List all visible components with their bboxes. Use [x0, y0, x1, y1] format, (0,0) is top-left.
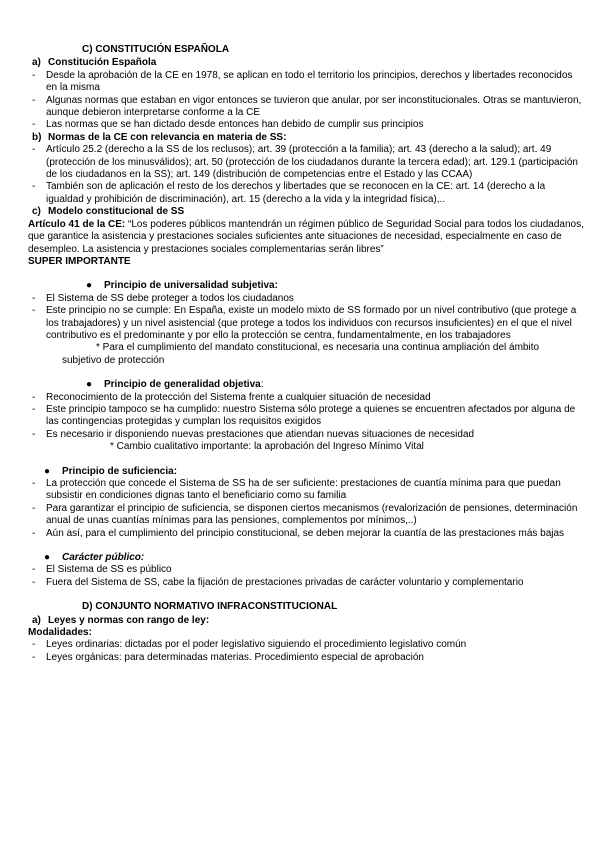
principle-title: Principio de universalidad subjetiva: [104, 280, 278, 292]
list-item [26, 404, 584, 429]
dash-marker: - [32, 576, 36, 588]
article-41-paragraph [28, 219, 584, 256]
dash-marker: - [32, 651, 36, 663]
list-item [26, 293, 584, 305]
dash-marker: - [32, 305, 36, 317]
modalidades-label: Modalidades: [28, 627, 92, 639]
list-item [26, 503, 584, 528]
list-item [26, 181, 584, 206]
principle-universalidad-heading [86, 280, 584, 292]
subsection-title: Leyes y normas con rango de ley: [48, 614, 210, 626]
list-item-text: Las normas que se han dictado desde entonces han debido de cumplir sus principios [46, 119, 424, 131]
article-41-text: “Los poderes públicos mantendrán un régimen público de Seguridad Social para todos los ciudadanos, que garantice la asistencia y prestaciones sociales suficientes ante situaciones de necesidad, especialmente en caso de desempleo. La asistencia y prestaciones sociales complementarias serán libres” [28, 218, 584, 255]
list-item-text: La protección que concede el Sistema de SS ha de ser suficiente: prestaciones de cuantía mínima para que puedan subsistir en condiciones dignas tanto el beneficiario como su familia [46, 478, 561, 502]
super-importante-label: SUPER IMPORTANTE [28, 255, 131, 267]
principle-generalidad-heading [86, 379, 584, 391]
list-item [26, 95, 584, 120]
subsection-letter: c) [32, 206, 41, 218]
list-item [26, 639, 584, 651]
principle-suficiencia-heading [44, 466, 584, 478]
list-item-text: Reconocimiento de la protección del Sistema frente a cualquier situación de necesidad [46, 391, 431, 403]
subsection-title: Modelo constitucional de SS [48, 206, 185, 218]
bullet-icon: ● [44, 552, 51, 564]
bullet-icon: ● [44, 465, 51, 477]
universalidad-note: * Para el cumplimiento del mandato constitucional, es necesaria una continua ampliación del ámbito [96, 342, 540, 354]
section-c-heading: C) CONSTITUCIÓN ESPAÑOLA [82, 44, 230, 55]
dash-marker: - [32, 69, 36, 81]
list-item-text: Para garantizar el principio de suficiencia, se disponen ciertos mecanismos (revalorización de pensiones, determinación anual de unas cuantías mínimas para las pensiones, complementos por mínimos,..) [46, 502, 578, 527]
list-item-text: Algunas normas que estaban en vigor entonces se tuvieron que anular, por ser inconstitucionales. Otras se mantuvieron, aunque debieron interpretarse conforme a la CE [46, 94, 582, 119]
principle-title: Principio de generalidad objetiva [104, 379, 261, 391]
section-d-heading: D) CONJUNTO NORMATIVO INFRACONSTITUCIONAL [82, 601, 338, 613]
list-item-text: Desde la aprobación de la CE en 1978, se aplican en todo el territorio los principios, derechos y libertades reconocidos en la misma [46, 69, 573, 94]
subsection-d-a-heading [26, 615, 584, 627]
list-item [26, 564, 584, 576]
list-item-text: El Sistema de SS es público [46, 564, 172, 576]
list-item-text: El Sistema de SS debe proteger a todos los ciudadanos [46, 292, 294, 304]
subsection-title: Constitución Española [48, 57, 157, 69]
subsection-b-heading [26, 132, 584, 144]
list-item-text: Este principio no se cumple: En España, existe un modelo mixto de SS formado por un nivel contributivo (que protege a los trabajadores) y un nivel asistencial (que protege a todos los individuos con recursos insuficientes) en el que el nivel contributivo es el predominante y por ello la protección se centra, fundamentalmente, en los trabajadores [46, 305, 577, 341]
list-item-text: Leyes orgánicas: para determinadas materias. Procedimiento especial de aprobación [46, 651, 424, 663]
dash-marker: - [32, 119, 36, 131]
list-item [26, 70, 584, 95]
dash-marker: - [32, 94, 36, 106]
universalidad-note-continued: subjetivo de protección [62, 354, 165, 366]
dash-marker: - [32, 527, 36, 539]
list-item [26, 119, 584, 131]
dash-marker: - [32, 502, 36, 514]
subsection-a-heading [26, 57, 584, 69]
dash-marker: - [32, 564, 36, 576]
principle-title-colon: : [260, 379, 264, 391]
list-item [26, 652, 584, 664]
bullet-icon: ● [86, 379, 93, 391]
dash-marker: - [32, 639, 36, 651]
list-item-text: Aún así, para el cumplimiento del principio constitucional, se deben mejorar la cuantía de las prestaciones más bajas [46, 527, 565, 539]
principle-title: Principio de suficiencia: [62, 465, 178, 477]
list-item [26, 144, 584, 181]
principle-title: Carácter público: [62, 552, 145, 564]
dash-marker: - [32, 478, 36, 489]
dash-marker: - [32, 144, 36, 156]
subsection-letter: a) [32, 614, 41, 626]
generalidad-note: * Cambio cualitativo importante: la aprobación del Ingreso Mínimo Vital [110, 441, 424, 453]
bullet-icon: ● [86, 280, 93, 292]
list-item [26, 429, 584, 441]
section-gap [26, 589, 584, 601]
dash-marker: - [32, 181, 36, 193]
principle-publico-heading [44, 552, 584, 564]
subsection-c-heading [26, 206, 584, 218]
dash-marker: - [32, 391, 36, 403]
list-item-text: También son de aplicación el resto de los derechos y libertades que se reconocen en la CE: art. 14 (derecho a la igualdad y prohibición de discriminación), art. 15 (derecho a la vida y la integridad física),.. [46, 181, 546, 205]
list-item-text: Es necesario ir disponiendo nuevas prestaciones que atiendan nuevas situaciones de necesidad [46, 428, 475, 440]
subsection-title: Normas de la CE con relevancia en materia de SS: [48, 131, 287, 143]
list-item-text: Este principio tampoco se ha cumplido: nuestro Sistema sólo protege a quienes se encuentren afectados por alguna de las contingencias protegidas y cumplan los requisitos exigidos [46, 403, 576, 428]
dash-marker: - [32, 428, 36, 440]
list-item [26, 577, 584, 589]
list-item [26, 478, 584, 503]
list-item-text: Artículo 25.2 (derecho a la SS de los reclusos); art. 39 (protección a la familia); art. 43 (derecho a la salud); art. 49 (protección de los minusválidos); art. 50 (protección de los ciudadanos durante la tercera edad); art. 129.1 (participación de los ciudadanos en la SS); art. 149 (distribución de competencias entre el Estado y las CCAA) [46, 144, 578, 181]
list-item [26, 528, 584, 540]
list-item-text: Leyes ordinarias: dictadas por el poder legislativo siguiendo el procedimiento legislativo común [46, 639, 467, 651]
list-item-text: Fuera del Sistema de SS, cabe la fijación de prestaciones privadas de carácter voluntario y complementario [46, 576, 524, 588]
subsection-letter: a) [32, 57, 41, 69]
list-item [26, 305, 584, 342]
dash-marker: - [32, 403, 36, 415]
article-41-label: Artículo 41 de la CE: [28, 218, 129, 230]
subsection-letter: b) [32, 131, 42, 143]
list-item [26, 392, 584, 404]
dash-marker: - [32, 292, 36, 304]
